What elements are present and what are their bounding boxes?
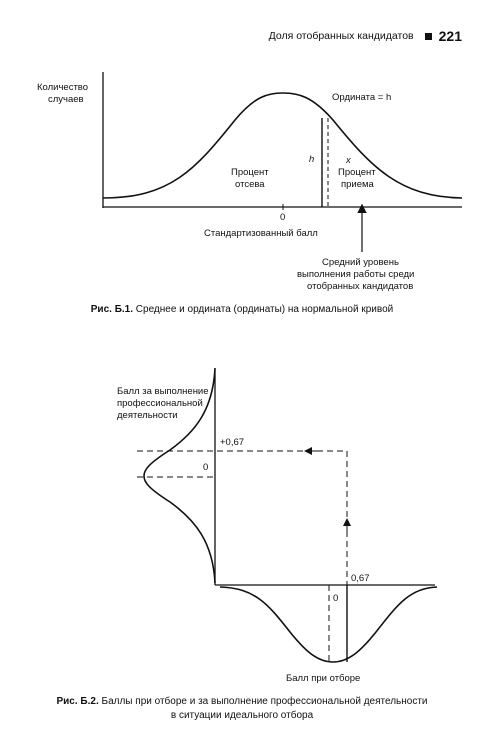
fig2-y-label-1: Балл за выполнение: [117, 386, 209, 397]
figure-2-caption: [0, 695, 484, 723]
fig1-ordinate-label: Ордината = h: [332, 92, 392, 103]
running-title: Доля отобранных кандидатов: [268, 30, 414, 42]
fig2-zero-vertical: 0: [203, 462, 209, 473]
fig1-note-1: Средний уровень: [322, 257, 399, 268]
fig2-caption-line-2: в ситуации идеального отбора: [170, 710, 314, 721]
fig2-caption-text-1: Баллы при отборе и за выполнение профессиональной деятельности: [98, 696, 428, 707]
fig1-note-2: выполнения работы среди: [297, 269, 415, 280]
fig1-y-label-1: Количество: [37, 82, 89, 93]
fig2-zero-horizontal: 0: [333, 593, 339, 604]
fig1-accept-1: Процент: [338, 167, 376, 178]
fig1-accept-2: приема: [341, 179, 374, 190]
fig2-caption-number: Рис. Б.2.: [56, 696, 99, 707]
figure-1-caption: [0, 303, 484, 317]
fig1-note-3: отобранных кандидатов: [307, 281, 414, 292]
fig2-y-label-3: деятельности: [117, 410, 178, 421]
fig2-caption-line-1: [0, 695, 484, 709]
page-number: 221: [438, 28, 462, 44]
fig2-x-067: 0,67: [351, 573, 370, 584]
fig2-x-label: Балл при отборе: [286, 673, 361, 684]
fig2-y-label-2: профессиональной: [117, 398, 203, 409]
fig2-plus-067: +0,67: [220, 437, 245, 448]
fig1-caption-text: Среднее и ордината (ординаты) на нормальной кривой: [133, 304, 394, 315]
fig1-reject-2: отсева: [235, 179, 265, 190]
fig1-caption-number: Рис. Б.1.: [90, 304, 134, 315]
fig1-normal-curve: [103, 93, 462, 198]
fig1-x-label: x: [346, 155, 351, 166]
fig1-x-axis-label: Стандартизованный балл: [204, 228, 318, 239]
fig1-zero-label: 0: [280, 212, 286, 223]
figure-1: [37, 72, 462, 292]
fig1-h-label: h: [309, 154, 315, 165]
figure-2: [117, 368, 437, 684]
fig1-y-label-2: случаев: [48, 94, 84, 105]
fig1-reject-1: Процент: [231, 167, 269, 178]
